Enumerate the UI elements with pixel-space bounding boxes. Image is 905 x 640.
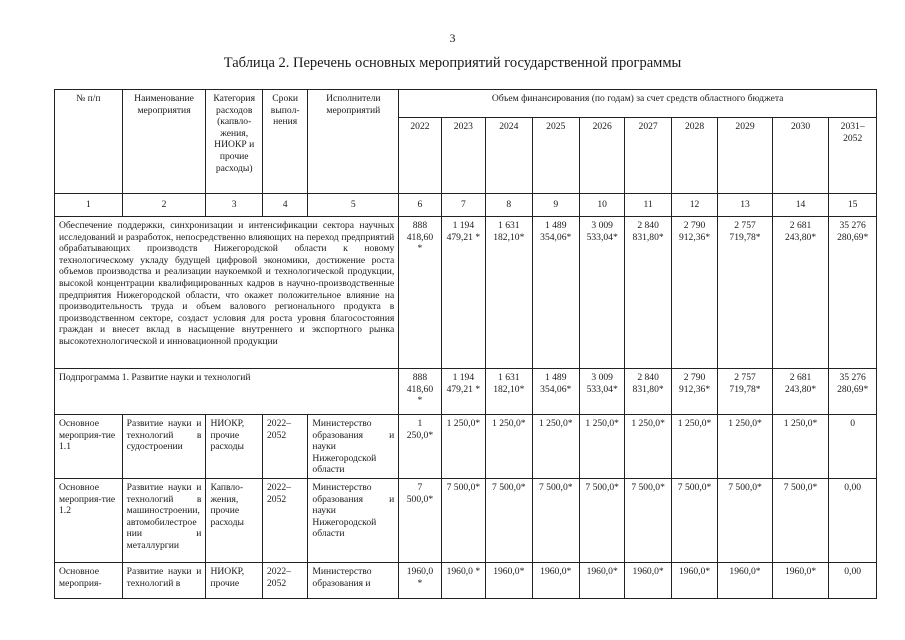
header-year: 2027	[625, 118, 671, 194]
measure-number: Основное мероприя-тие 1.2	[55, 478, 123, 562]
funding-cell: 1 194 479,21 *	[441, 217, 485, 369]
measure-executors: Министерство образования и науки Нижегородской области	[308, 415, 399, 479]
measure-name: Развитие науки и технологий в машиностроении, автомобилестроении и металлургии	[122, 478, 206, 562]
funding-cell: 1 250,0*	[486, 415, 532, 479]
funding-cell: 1 250,0*	[772, 415, 829, 479]
column-number: 11	[625, 194, 671, 217]
funding-cell: 888 418,60 *	[399, 217, 441, 369]
funding-cell: 7 500,0*	[718, 478, 773, 562]
program-goal-row	[55, 217, 877, 369]
measure-row	[55, 415, 877, 479]
funding-cell: 0,00	[829, 478, 877, 562]
funding-cell: 1 489 354,06*	[532, 369, 579, 415]
measure-period: 2022–2052	[262, 478, 307, 562]
funding-cell: 1 250,0*	[399, 415, 441, 479]
subprogram-title: Подпрограмма 1. Развитие науки и технологий	[55, 369, 399, 415]
measure-period: 2022–2052	[262, 415, 307, 479]
header-year: 2024	[486, 118, 532, 194]
funding-cell: 1 631 182,10*	[486, 369, 532, 415]
funding-cell: 7 500,0*	[671, 478, 717, 562]
funding-cell: 1 250,0*	[441, 415, 485, 479]
funding-cell: 1 489 354,06*	[532, 217, 579, 369]
funding-cell: 2 681 243,80*	[772, 369, 829, 415]
column-numbers-row	[55, 194, 877, 217]
measure-category: Капвло-жения, прочие расходы	[206, 478, 263, 562]
header-executors: Исполнители мероприятий	[308, 90, 399, 194]
funding-cell: 1960,0 *	[441, 562, 485, 598]
header-period: Сроки выпол-нения	[262, 90, 307, 194]
column-number: 1	[55, 194, 123, 217]
funding-cell: 0,00	[829, 562, 877, 598]
measure-row	[55, 562, 877, 598]
page-crop-mask	[0, 606, 905, 640]
funding-cell: 2 840 831,80*	[625, 217, 671, 369]
funding-cell: 1960,0*	[718, 562, 773, 598]
funding-cell: 7 500,0*	[579, 478, 624, 562]
funding-cell: 1960,0*	[579, 562, 624, 598]
funding-cell: 35 276 280,69*	[829, 369, 877, 415]
measure-period: 2022–2052	[262, 562, 307, 598]
funding-cell: 7 500,0*	[625, 478, 671, 562]
header-year: 2026	[579, 118, 624, 194]
column-number: 9	[532, 194, 579, 217]
column-number: 5	[308, 194, 399, 217]
program-goal-text: Обеспечение поддержки, синхронизации и интенсификации сектора научных исследований и разработок, непосредственно влияющих на переход предприятий обрабатывающих производств Нижегородской области к новому технологическому укладу будущей цифровой экономики, достижение роста объемов производства и реализации наукоемкой и технологической продукции, высокой концентрации квалифицированных кадров в научно-производственные предприятия Нижегородской области, что окажет положительное влияние на производительность труда и объем валового регионального продукта в производственном секторе, создаст условия для роста уровня благосостояния граждан и внесет вклад в насыщение внутреннего и экспортного рынка высокотехнологической и инновационной продукции	[55, 217, 399, 369]
header-year: 2028	[671, 118, 717, 194]
funding-cell: 2 757 719,78*	[718, 217, 773, 369]
measure-name: Развитие науки и технологий в	[122, 562, 206, 598]
column-number: 10	[579, 194, 624, 217]
column-number: 3	[206, 194, 263, 217]
funding-cell: 1960,0*	[772, 562, 829, 598]
funding-cell: 1960,0*	[671, 562, 717, 598]
funding-cell: 1960,0 *	[399, 562, 441, 598]
funding-cell: 2 790 912,36*	[671, 369, 717, 415]
funding-cell: 1 250,0*	[532, 415, 579, 479]
header-year: 2023	[441, 118, 485, 194]
measure-category: НИОКР, прочие	[206, 562, 263, 598]
funding-cell: 888 418,60 *	[399, 369, 441, 415]
header-category: Категория расходов (капвло-жения, НИОКР и прочие расходы)	[206, 90, 263, 194]
header-year: 2022	[399, 118, 441, 194]
funding-cell: 1 631 182,10*	[486, 217, 532, 369]
funding-cell: 7 500,0*	[486, 478, 532, 562]
funding-cell: 2 790 912,36*	[671, 217, 717, 369]
header-row	[55, 90, 877, 118]
measure-number: Основное мероприя-тие 1.1	[55, 415, 123, 479]
funding-cell: 1960,0*	[625, 562, 671, 598]
funding-cell: 1 194 479,21 *	[441, 369, 485, 415]
column-number: 8	[486, 194, 532, 217]
header-year: 2031–2052	[829, 118, 877, 194]
funding-cell: 1960,0*	[486, 562, 532, 598]
funding-cell: 2 757 719,78*	[718, 369, 773, 415]
header-name: Наименование мероприятия	[122, 90, 206, 194]
column-number: 2	[122, 194, 206, 217]
header-no: № п/п	[55, 90, 123, 194]
funding-cell: 1 250,0*	[579, 415, 624, 479]
measure-name: Развитие науки и технологий в судостроении	[122, 415, 206, 479]
header-year: 2029	[718, 118, 773, 194]
funding-cell: 7 500,0*	[772, 478, 829, 562]
column-number: 4	[262, 194, 307, 217]
measure-executors: Министерство образования и	[308, 562, 399, 598]
header-year: 2030	[772, 118, 829, 194]
subprogram-row	[55, 369, 877, 415]
funding-cell: 35 276 280,69*	[829, 217, 877, 369]
funding-cell: 0	[829, 415, 877, 479]
measure-category: НИОКР, прочие расходы	[206, 415, 263, 479]
measure-number: Основное мероприя-	[55, 562, 123, 598]
funding-cell: 1 250,0*	[625, 415, 671, 479]
funding-cell: 7 500,0*	[399, 478, 441, 562]
funding-cell: 2 840 831,80*	[625, 369, 671, 415]
measure-executors: Министерство образования и науки Нижегородской области	[308, 478, 399, 562]
column-number: 7	[441, 194, 485, 217]
funding-cell: 3 009 533,04*	[579, 369, 624, 415]
column-number: 13	[718, 194, 773, 217]
header-year: 2025	[532, 118, 579, 194]
column-number: 12	[671, 194, 717, 217]
page-number: 3	[449, 31, 456, 45]
funding-cell: 1 250,0*	[718, 415, 773, 479]
measures-table	[54, 89, 877, 599]
funding-cell: 7 500,0*	[532, 478, 579, 562]
column-number: 15	[829, 194, 877, 217]
funding-cell: 2 681 243,80*	[772, 217, 829, 369]
column-number: 6	[399, 194, 441, 217]
header-funding: Объем финансирования (по годам) за счет средств областного бюджета	[399, 90, 877, 118]
funding-cell: 1 250,0*	[671, 415, 717, 479]
funding-cell: 1960,0*	[532, 562, 579, 598]
funding-cell: 7 500,0*	[441, 478, 485, 562]
funding-cell: 3 009 533,04*	[579, 217, 624, 369]
table-title: Таблица 2. Перечень основных мероприятий государственной программы	[223, 55, 682, 71]
measure-row	[55, 478, 877, 562]
column-number: 14	[772, 194, 829, 217]
